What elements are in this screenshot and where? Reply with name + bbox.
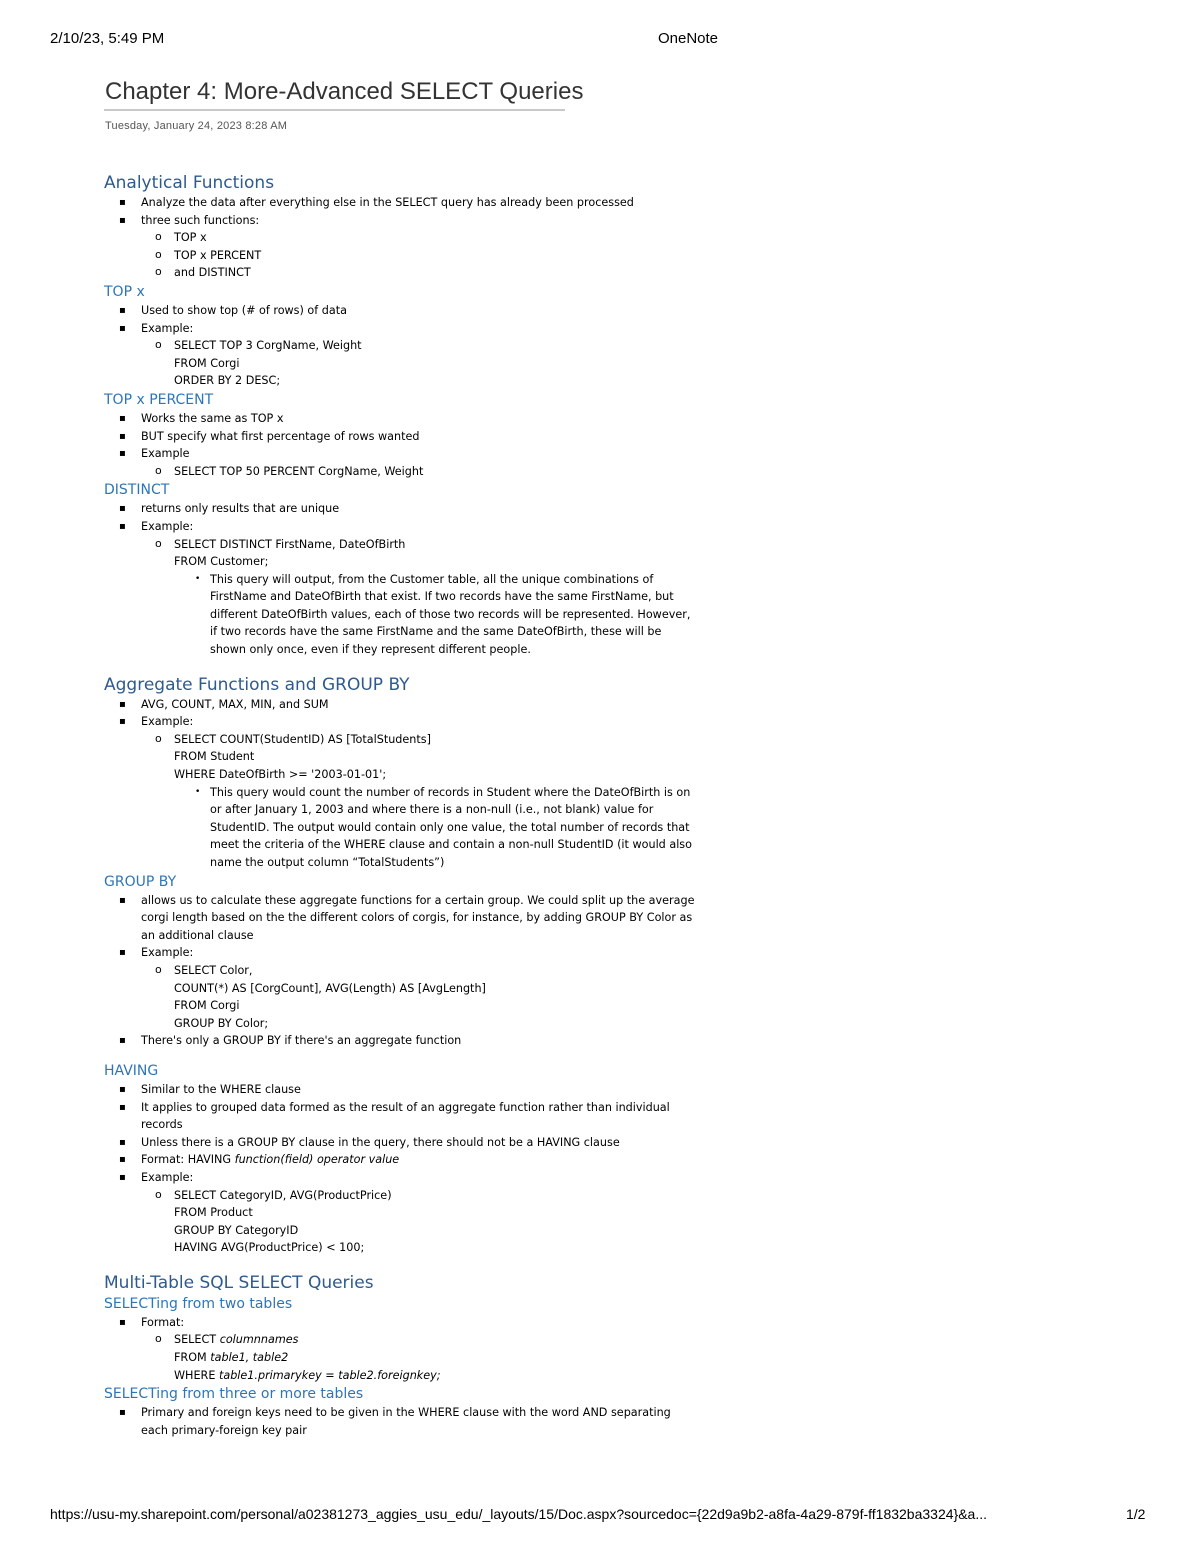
note-body — [104, 172, 724, 1439]
list-item: ▪ There's only a GROUP BY if there's an aggregate function — [104, 1032, 724, 1050]
note-line: or after January 1, 2003 and where there is a non-null (i.e., not blank) value for — [210, 803, 654, 817]
code-line: FROM Corgi — [174, 356, 240, 370]
note-line: name the output column “TotalStudents”) — [210, 856, 445, 869]
list-item: ▪ Example: — [104, 944, 724, 962]
code-line: o SELECT Color, — [104, 962, 724, 980]
heading-multi-table: Multi-Table SQL SELECT Queries — [104, 1272, 374, 1293]
list-item: ▪ Format: — [104, 1314, 724, 1332]
code-line: ORDER BY 2 DESC; — [174, 374, 281, 388]
list-item — [104, 1151, 724, 1169]
list-item-continued: corgi length based on the the different colors of corgis, for instance, by adding GROUP BY Color as — [141, 911, 693, 925]
list-item: ▪ Example: — [104, 713, 724, 731]
code-line: HAVING AVG(ProductPrice) < 100; — [174, 1241, 365, 1255]
app-name-text: OneNote — [657, 30, 719, 47]
code-line — [104, 1349, 724, 1367]
note-line: meet the criteria of the WHERE clause and contain a non-null StudentID (it would also — [210, 838, 692, 852]
code-line: FROM Corgi — [174, 999, 240, 1013]
list-item: o TOP x PERCENT — [104, 247, 724, 265]
heading-analytical-functions: Analytical Functions — [104, 173, 275, 193]
list-item-continued: an additional clause — [141, 928, 254, 942]
list-item: ▪ allows us to calculate these aggregate functions for a certain group. We could split up the average — [104, 892, 724, 910]
list-item: ▪ BUT specify what first percentage of rows wanted — [104, 428, 724, 446]
list-item: ▪ Example: — [104, 518, 724, 536]
list-item: ▪ Works the same as TOP x — [104, 410, 724, 428]
code-line: o SELECT CategoryID, AVG(ProductPrice) — [104, 1187, 724, 1205]
list-item-continued: records — [141, 1118, 183, 1132]
list-item-continued: each primary-foreign key pair — [141, 1423, 307, 1437]
code-line: FROM Student — [174, 750, 255, 764]
code-line: o SELECT DISTINCT FirstName, DateOfBirth — [104, 536, 724, 554]
print-datetime: 2/10/23, 5:49 PM — [50, 30, 165, 47]
code-line — [104, 1331, 724, 1349]
list-item: o TOP x — [104, 229, 724, 247]
print-url: https://usu-my.sharepoint.com/personal/a02381273_aggies_usu_edu/_layouts/15/Doc.aspx?sourcedoc={22d9a9b2-a8fa-4a29-879f-ff1832ba3324}&a... — [50, 1506, 987, 1522]
note-line: FirstName and DateOfBirth that exist. If two records have the same FirstName, but — [210, 590, 674, 604]
list-item: ▪ returns only results that are unique — [104, 500, 724, 518]
list-item: ▪ three such functions: — [104, 212, 724, 230]
list-item: ▪ Example: — [104, 320, 724, 338]
heading-top-x: TOP x — [104, 283, 145, 300]
note-line: if two records have the same FirstName and the same DateOfBirth, these will be — [210, 625, 662, 639]
code-line: COUNT(*) AS [CorgCount], AVG(Length) AS [AvgLength] — [174, 981, 486, 995]
note-line: StudentID. The output would contain only one value, the total number of records that — [210, 820, 690, 834]
list-item: ▪ Primary and foreign keys need to be given in the WHERE clause with the word AND separating — [104, 1404, 724, 1422]
print-app-name — [0, 30, 1200, 47]
list-item: ▪ AVG, COUNT, MAX, MIN, and SUM — [104, 696, 724, 714]
format-label: Format: HAVING — [141, 1153, 235, 1167]
format-syntax: function(field) operator value — [234, 1153, 400, 1167]
list-item: o and DISTINCT — [104, 264, 724, 282]
list-item: ▪ Analyze the data after everything else in the SELECT query has already been processed — [104, 194, 724, 212]
list-item: ▪ Used to show top (# of rows) of data — [104, 302, 724, 320]
note-line: • This query would count the number of records in Student where the DateOfBirth is on — [104, 784, 724, 802]
note-line: • This query will output, from the Customer table, all the unique combinations of — [104, 571, 724, 589]
code-keyword: FROM — [174, 1351, 211, 1365]
code-placeholder: table1.primarykey = table2.foreignkey; — [218, 1368, 441, 1382]
list-item: ▪ Unless there is a GROUP BY clause in the query, there should not be a HAVING clause — [104, 1134, 724, 1152]
code-keyword: WHERE — [174, 1368, 219, 1382]
code-line: FROM Product — [174, 1206, 253, 1220]
code-placeholder: columnnames — [219, 1333, 299, 1347]
page-title: Chapter 4: More-Advanced SELECT Queries — [105, 78, 584, 105]
heading-top-x-percent: TOP x PERCENT — [104, 391, 214, 408]
list-item: ▪ Similar to the WHERE clause — [104, 1081, 724, 1099]
code-line: WHERE DateOfBirth >= '2003-01-01'; — [174, 768, 387, 782]
list-item: ▪ Example — [104, 445, 724, 463]
code-line: GROUP BY Color; — [174, 1016, 269, 1030]
code-line: FROM Customer; — [174, 555, 269, 569]
page-date: Tuesday, January 24, 2023 8:28 AM — [105, 120, 288, 132]
print-page-number: 1/2 — [1126, 1506, 1146, 1522]
note-line: different DateOfBirth values, each of those two records will be represented. However, — [210, 607, 691, 621]
list-item: ▪ Example: — [104, 1169, 724, 1187]
code-line: o SELECT TOP 3 CorgName, Weight — [104, 337, 724, 355]
heading-distinct: DISTINCT — [104, 482, 170, 499]
code-line: GROUP BY CategoryID — [174, 1223, 299, 1237]
code-line: o SELECT TOP 50 PERCENT CorgName, Weight — [104, 463, 724, 481]
code-line — [104, 1367, 724, 1385]
code-line: o SELECT COUNT(StudentID) AS [TotalStudents] — [104, 731, 724, 749]
heading-having: HAVING — [104, 1062, 159, 1079]
code-keyword: SELECT — [174, 1333, 220, 1347]
subheading-three-tables: SELECTing from three or more tables — [104, 1386, 364, 1403]
title-underline — [104, 109, 565, 111]
subheading-two-tables: SELECTing from two tables — [104, 1295, 293, 1312]
list-item: ▪ It applies to grouped data formed as the result of an aggregate function rather than individual — [104, 1099, 724, 1117]
code-placeholder: table1, table2 — [210, 1351, 289, 1365]
heading-aggregate-functions: Aggregate Functions and GROUP BY — [104, 674, 410, 695]
note-line: shown only once, even if they represent different people. — [210, 643, 531, 657]
heading-group-by: GROUP BY — [104, 873, 177, 890]
